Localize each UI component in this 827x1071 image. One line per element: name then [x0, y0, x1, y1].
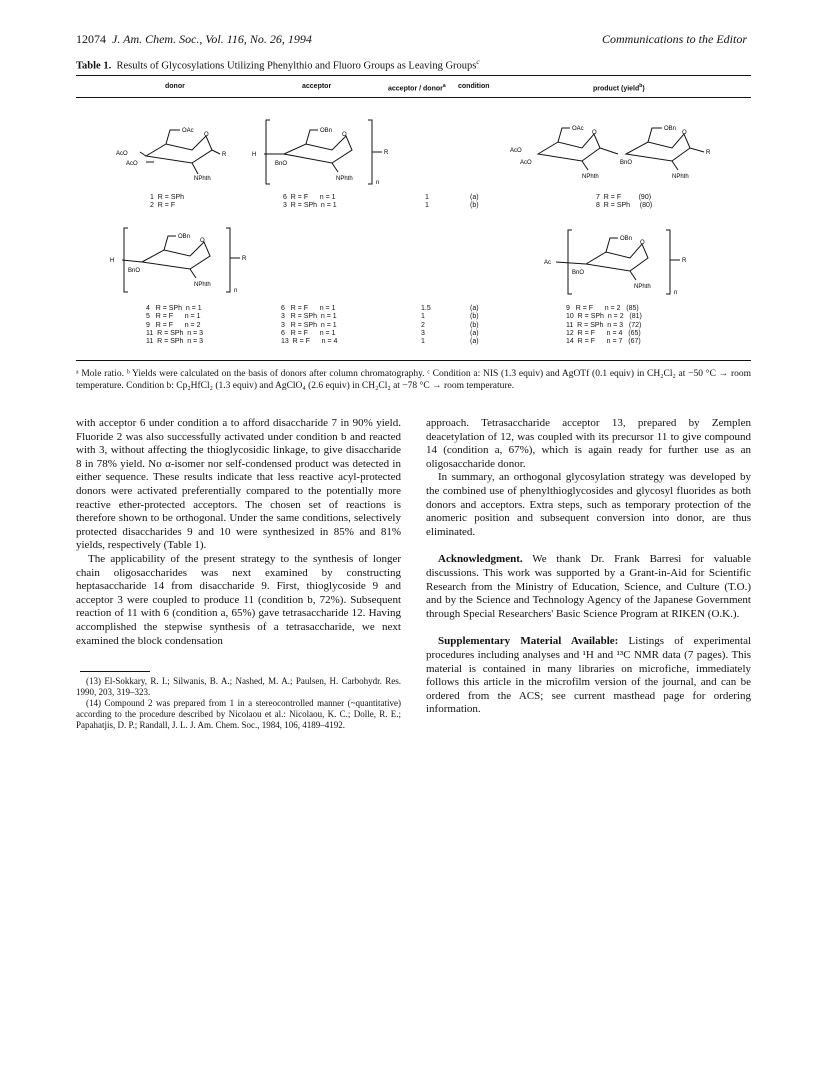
col-head-condition: condition	[458, 83, 490, 90]
table-label: Table 1.	[76, 60, 112, 72]
product-disaccharide-structure	[508, 116, 738, 180]
svg-text:NPhth: NPhth	[194, 176, 211, 180]
table-top-rule	[76, 75, 751, 76]
svg-text:NPhth: NPhth	[634, 284, 651, 290]
table-footnote: ᵃ Mole ratio. ᵇ Yields were calculated on the basis of donors after column chromatography. ᶜ Condition a: NIS (1.3 equiv) and AgOTf (0.1 equiv) in CH₂Cl₂ at −50 °C → room temperature. Condition b: Cp₂HfCl₂ (1.3 equiv) and AgClO₄ (2.6 equiv) in CH₂Cl₂ at −78 °C → room temperature.	[76, 369, 751, 391]
svg-text:O: O	[204, 132, 209, 138]
svg-text:OAc: OAc	[182, 128, 194, 134]
svg-text:O: O	[200, 238, 205, 244]
product-structure-bracketed	[542, 228, 702, 300]
svg-text:R: R	[222, 152, 227, 158]
svg-text:R: R	[682, 258, 687, 264]
svg-text:R: R	[706, 150, 711, 156]
table-bottom-rule	[76, 360, 751, 361]
right-paragraph-1: approach. Tetrasaccharide acceptor 13, prepared by Zemplen deacetylation of 12, was coupled with its precursor 11 to give compound 14 (condition a, 67%), which is again ready for further use as an oligosaccharide donor.	[426, 417, 751, 470]
svg-text:H: H	[110, 258, 115, 264]
svg-text:OBn: OBn	[620, 236, 633, 242]
col-head-ratio: acceptor / donor$^a$	[388, 83, 446, 93]
reference-13: (13) El-Sokkary, R. I.; Silwanis, B. A.; Nashed, M. A.; Paulsen, H. Carbohydr. Res. 1990, 203, 319–323.	[76, 676, 401, 697]
supplementary-material	[426, 635, 751, 717]
acknowledgment-heading: Acknowledgment.	[438, 553, 523, 566]
running-header-left	[76, 32, 312, 47]
product-labels-section1: 7 R = F (90) 8 R = SPh (80)	[596, 194, 653, 210]
acceptor-labels-section1: 6 R = F n = 1 3 R = SPh n = 1	[283, 194, 337, 210]
col-head-product: product (yield$^b$)	[593, 83, 645, 93]
svg-text:R: R	[242, 256, 247, 262]
condition-section2: (a) (b) (b) (a) (a)	[470, 305, 479, 346]
acceptor-structure-benzyl	[250, 118, 400, 190]
supplementary-body: Listings of experimental procedures including analyses and ¹H and ¹³C NMR data (7 pages). This material is contained in many libraries on microfiche, immediately follows this article in the microfilm version of the journal, and can be ordered from the ACS; see current masthead page for ordering information.	[426, 635, 752, 716]
donor-structure-acetyl	[112, 118, 242, 180]
svg-text:NPhth: NPhth	[336, 176, 353, 182]
svg-text:Ac: Ac	[544, 260, 552, 266]
svg-text:OBn: OBn	[664, 126, 677, 132]
svg-text:O: O	[682, 130, 687, 136]
svg-text:O: O	[592, 130, 597, 136]
left-paragraph-1: with acceptor 6 under condition a to afford disaccharide 7 in 90% yield. Fluoride 2 was also successfully activated under condition b and reacted with 3, without affecting the thioglycosidic linkage, to give disaccharide 8 in 78% yield. No α-isomer nor self-condensed product was detected in either sequence. These results indicate that less reactive acyl-protected donors were activated preferentially compared to the potentially more reactive ether-protected acceptors. The chosen set of reactions is therefore shown to be orthogonal. Under the same conditions, selectively protected disaccharides 9 and 10 were synthesized in 85% and 81% yields, respectively (Table 1).	[76, 417, 401, 552]
svg-text:AcO: AcO	[520, 160, 532, 166]
page-number: 12074	[76, 32, 106, 46]
table-caption: Results of Glycosylations Utilizing Phenylthio and Fluoro Groups as Leaving Groups	[116, 60, 477, 72]
svg-text:BnO: BnO	[275, 161, 288, 167]
svg-text:NPhth: NPhth	[582, 174, 599, 180]
acceptor-labels-section2: 6 R = F n = 1 3 R = SPh n = 1 3 R = SPh n = 1 6 R = F n = 1 13 R = F n = 4	[281, 305, 338, 346]
svg-text:OAc: OAc	[572, 126, 584, 132]
svg-text:n: n	[234, 288, 238, 294]
table-title	[76, 58, 479, 72]
right-paragraph-2: In summary, an orthogonal glycosylation strategy was developed by the combined use of phenylthioglycosides and glycosyl fluorides as both donors and acceptors. Extra steps, such as temporary protection of the anomeric position and subsequent conversion into donor, are thus eliminated.	[426, 471, 751, 538]
donor-labels-section1: 1 R = SPh 2 R = F	[150, 194, 185, 210]
condition-section1: (a) (b)	[470, 194, 479, 210]
ratio-section1: 1 1	[425, 194, 429, 210]
svg-text:H: H	[252, 152, 257, 158]
reference-14: (14) Compound 2 was prepared from 1 in a stereocontrolled manner (~quantitative) according to the procedure described by Nicolaou et al.: Nicolaou, K. C.; Dolle, R. E.; Papahatjis, D. P.; Randall, J. L. J. Am. Chem. Soc., 1984, 106, 4189–4192.	[76, 698, 401, 730]
col-head-donor: donor	[165, 83, 185, 90]
svg-text:AcO: AcO	[510, 148, 522, 154]
table-caption-sup: c	[476, 58, 480, 66]
svg-text:AcO: AcO	[116, 151, 128, 157]
svg-text:OBn: OBn	[320, 128, 333, 134]
svg-text:n: n	[674, 290, 678, 296]
svg-text:NPhth: NPhth	[672, 174, 689, 180]
journal-citation: J. Am. Chem. Soc., Vol. 116, No. 26, 1994	[112, 32, 312, 46]
references-rule	[80, 671, 150, 672]
svg-text:O: O	[640, 240, 645, 246]
svg-text:AcO: AcO	[126, 161, 138, 167]
right-column	[426, 417, 751, 717]
references	[76, 676, 401, 731]
donor-labels-section2: 4 R = SPh n = 1 5 R = F n = 1 9 R = F n = 2 11 R = SPh n = 3 11 R = SPh n = 3	[146, 305, 204, 346]
col-head-acceptor: acceptor	[302, 83, 332, 90]
svg-text:n: n	[376, 180, 380, 186]
svg-text:NPhth: NPhth	[194, 282, 211, 288]
svg-text:BnO: BnO	[620, 160, 633, 166]
acknowledgment	[426, 553, 751, 621]
svg-text:BnO: BnO	[128, 268, 141, 274]
donor-structure-bracketed	[108, 226, 258, 298]
left-paragraph-2: The applicability of the present strategy to the synthesis of longer chain oligosaccharides was next examined by constructing heptasaccharide 14 from disaccharide 9. First, thioglycoside 9 and acceptor 3 were coupled to produce 11 (condition b, 72%). Subsequent reaction of 11 with 6 (condition a, 65%) gave tetrasaccharide 12. Having accomplished the stepwise synthesis of a tetrasaccharide, we next examined the block condensation	[76, 552, 401, 647]
svg-text:R: R	[384, 150, 389, 156]
left-column	[76, 417, 401, 648]
svg-text:O: O	[342, 132, 347, 138]
ratio-section2: 1.5 1 2 3 1	[421, 305, 431, 346]
svg-text:BnO: BnO	[572, 270, 585, 276]
product-labels-section2: 9 R = F n = 2 (85) 10 R = SPh n = 2 (81) 11 R = SPh n = 3 (72) 12 R = F n = 4 (65) 14 R = F n = 7 (67)	[566, 305, 642, 346]
section-title: Communications to the Editor	[602, 32, 747, 46]
table-header-rule	[76, 97, 751, 98]
supplementary-heading: Supplementary Material Available:	[438, 635, 619, 648]
acknowledgment-body: We thank Dr. Frank Barresi for valuable discussions. This work was supported by a Grant-in-Aid for Scientific Research from the Ministry of Education, Science, and Culture (T.O.) and by the Science and Technology Agency of the Japanese Government through Special Researchers' Basic Science Program at RIKEN (O.K.).	[426, 553, 751, 620]
svg-text:OBn: OBn	[178, 234, 191, 240]
